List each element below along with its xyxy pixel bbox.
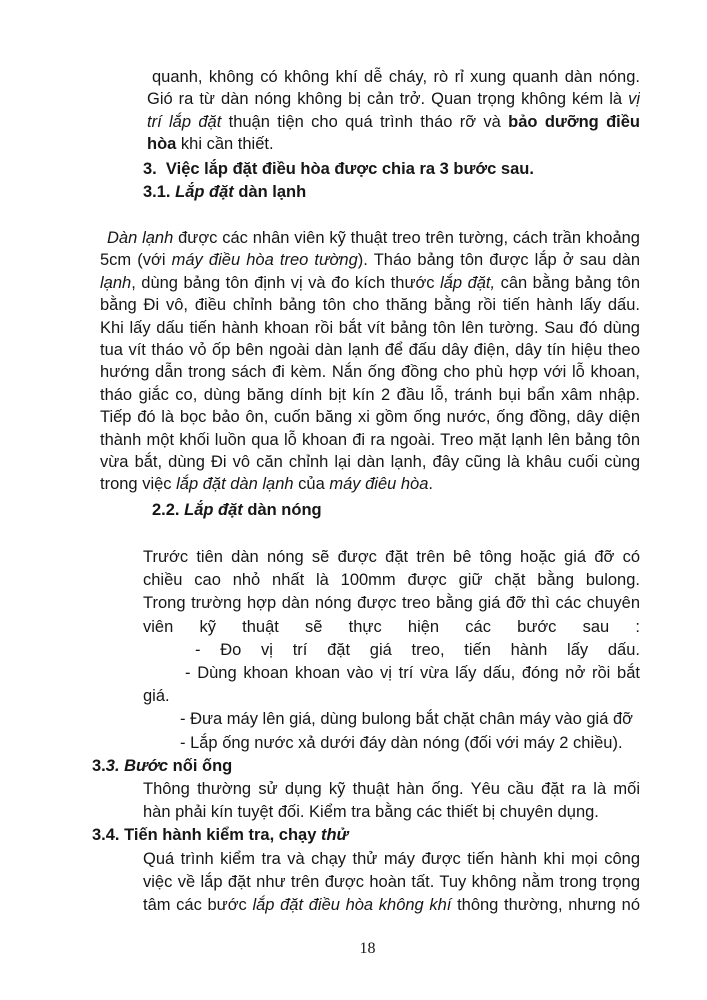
text-segment: thuận tiện cho quá trình tháo rỡ và: [221, 112, 509, 131]
text-segment: 3.: [92, 757, 106, 775]
text-segment: lạnh: [100, 273, 132, 292]
text-line: [92, 755, 492, 778]
text-segment: hòa: [147, 135, 177, 154]
paragraph-test-run: [143, 848, 640, 918]
heading-section-3-3: [92, 755, 492, 778]
text-segment: vị: [628, 90, 640, 109]
text-segment: ). Tháo bảng tôn được lắp ở sau dàn: [357, 251, 640, 270]
text-segment: - Đo vị trí đặt giá treo, tiến hành lấy dấu.: [195, 640, 640, 659]
text-line: [147, 66, 640, 88]
text-segment: , dùng bảng tôn định vị và đo kích thước: [131, 273, 441, 292]
text-segment: 3.: [105, 757, 125, 775]
text-segment: .: [428, 475, 434, 494]
text-segment: 2.2.: [152, 501, 185, 519]
text-segment: chiều cao nhỏ nhất là 100mm được giữ chặt bằng bulong.: [143, 571, 640, 590]
text-segment: máy điêu hòa: [329, 475, 429, 494]
text-segment: tâm các bước: [143, 896, 253, 915]
text-segment: trí lắp đặt: [147, 112, 222, 131]
heading-section-2-2: [152, 499, 552, 521]
text-segment: Gió ra từ dàn nóng không bị cản trở. Quan trọng không kém là: [147, 90, 629, 109]
text-segment: 3. Việc lắp đặt điều hòa được chia ra 3 bước sau.: [143, 160, 534, 178]
text-segment: lắp đặt điều hòa không khí: [252, 896, 452, 915]
paragraph-indoor-unit-install: [100, 227, 640, 496]
paragraph-pipe-welding: [143, 778, 640, 824]
text-line: [100, 227, 640, 249]
text-segment: - Đưa máy lên giá, dùng bulong bắt chặt chân máy vào giá đỡ: [180, 710, 633, 729]
paragraph-intro-continuation: [147, 66, 640, 156]
text-segment: giá.: [143, 687, 170, 706]
text-segment: thông thường, nhưng nó: [451, 896, 640, 915]
text-segment: lắp đặt,: [440, 273, 496, 292]
text-segment: lắp đặt dàn lạnh: [176, 475, 294, 494]
text-segment: dàn lạnh: [233, 183, 307, 201]
text-segment: việc về lắp đặt như trên được hoàn tất. Tuy không nằm trong trọng: [143, 873, 640, 892]
paragraph-outdoor-unit-install: [143, 546, 640, 755]
text-segment: - Lắp ống nước xả dưới đáy dàn nóng (đối với máy 2 chiều).: [180, 733, 623, 752]
text-segment: bằng Đi vô, điều chỉnh bảng tôn cho thăng bằng rồi tiến hành lấy dấu.: [100, 296, 640, 315]
text-line: [147, 111, 640, 133]
text-line: [143, 181, 543, 203]
text-segment: của: [293, 475, 330, 494]
text-segment: 5cm (với: [100, 251, 172, 270]
text-line: [147, 88, 640, 110]
text-segment: - Dùng khoan khoan vào vị trí vừa lấy dấu, đóng nở rồi bắt: [185, 664, 640, 683]
text-segment: 3.1.: [143, 183, 176, 201]
text-segment: thành một khối luồn qua lỗ khoan đi ra ngoài. Treo mặt lạnh lên bảng tôn: [100, 430, 640, 449]
text-segment: Lắp đặt: [184, 501, 243, 519]
text-segment: Lắp đặt: [175, 183, 234, 201]
text-segment: vừa bắt, dùng Đi vô căn chỉnh lại dàn lạnh, đây cũng là khâu cuối cùng: [100, 453, 640, 472]
heading-section-3: [143, 158, 663, 180]
text-line: [152, 499, 552, 521]
text-line: [143, 158, 663, 180]
text-line: [100, 272, 640, 294]
text-line: [100, 451, 640, 473]
text-line: [143, 592, 640, 615]
text-line: [143, 639, 640, 662]
text-segment: trong việc: [100, 475, 177, 494]
text-segment: được các nhân viên kỹ thuật treo trên tường, cách trần khoảng: [173, 229, 640, 247]
text-segment: dàn nóng: [242, 501, 322, 519]
page-number: 18: [359, 940, 376, 957]
text-segment: hướng dẫn trong sách đi kèm. Nắn ống đồng cho phù hợp với lỗ khoan,: [100, 363, 640, 382]
text-line: [92, 824, 552, 847]
text-line: [143, 616, 640, 639]
text-line: [100, 317, 640, 339]
text-line: [100, 361, 640, 383]
text-segment: Thông thường sử dụng kỹ thuật hàn ống. Yêu cầu đặt ra là mối: [143, 780, 640, 798]
text-segment: khi cần thiết.: [176, 135, 274, 154]
text-line: [143, 848, 640, 871]
text-segment: nối ống: [168, 757, 233, 775]
text-segment: Dàn lạnh: [107, 229, 174, 247]
text-line: [100, 473, 640, 495]
text-segment: Bước: [124, 757, 169, 775]
text-line: [147, 133, 640, 155]
text-segment: viên kỹ thuật sẽ thực hiện các bước sau :: [143, 617, 640, 636]
text-segment: tua vít tháo vỏ ốp bên ngoài dàn lạnh để đấu dây điện, dây tín hiệu theo: [100, 341, 640, 360]
text-segment: Trong trường hợp dàn nóng được treo bằng giá đỡ thì các chuyên: [143, 594, 640, 613]
text-line: [100, 339, 640, 361]
text-segment: thử: [320, 826, 349, 844]
text-line: [100, 249, 640, 271]
text-line: [100, 384, 640, 406]
text-line: [100, 429, 640, 451]
text-line: [143, 569, 640, 592]
text-line: [143, 708, 640, 731]
text-segment: Quá trình kiểm tra và chạy thử máy được tiến hành khi mọi công: [143, 850, 640, 868]
text-segment: 3.4. Tiến hành kiểm tra, chạy: [92, 826, 321, 844]
text-line: [143, 685, 640, 708]
text-segment: hàn phải kín tuyệt đối. Kiểm tra bằng các thiết bị chuyên dụng.: [143, 803, 599, 822]
text-segment: Khi lấy dấu tiến hành khoan rồi bắt vít bảng tôn lên tường. Sau đó dùng: [100, 318, 640, 337]
text-line: [143, 662, 640, 685]
text-line: [143, 871, 640, 894]
text-segment: quanh, không có không khí dễ cháy, rò rỉ xung quanh dàn nóng.: [152, 68, 640, 86]
text-line: [100, 406, 640, 428]
text-segment: bảo dưỡng điều: [508, 112, 640, 131]
text-line: [143, 546, 640, 569]
text-segment: Trước tiên dàn nóng sẽ được đặt trên bê tông hoặc giá đỡ có: [143, 548, 640, 566]
text-segment: Tiếp đó là bọc bảo ôn, cuốn băng xi gồm ống nước, ống đồng, dây diện: [100, 408, 640, 427]
text-segment: máy điều hòa treo tường: [171, 251, 358, 270]
text-segment: cân bằng bảng tôn: [495, 273, 640, 292]
heading-section-3-4: [92, 824, 552, 847]
text-line: [143, 778, 640, 801]
text-line: [100, 294, 640, 316]
heading-section-3-1: [143, 181, 543, 203]
text-line: [143, 732, 640, 755]
text-segment: tháo giắc co, dùng băng dính bịt kín 2 đầu lỗ, tránh bụi bẩn xâm nhập.: [100, 385, 640, 404]
text-line: [143, 894, 640, 917]
text-line: [143, 801, 640, 824]
